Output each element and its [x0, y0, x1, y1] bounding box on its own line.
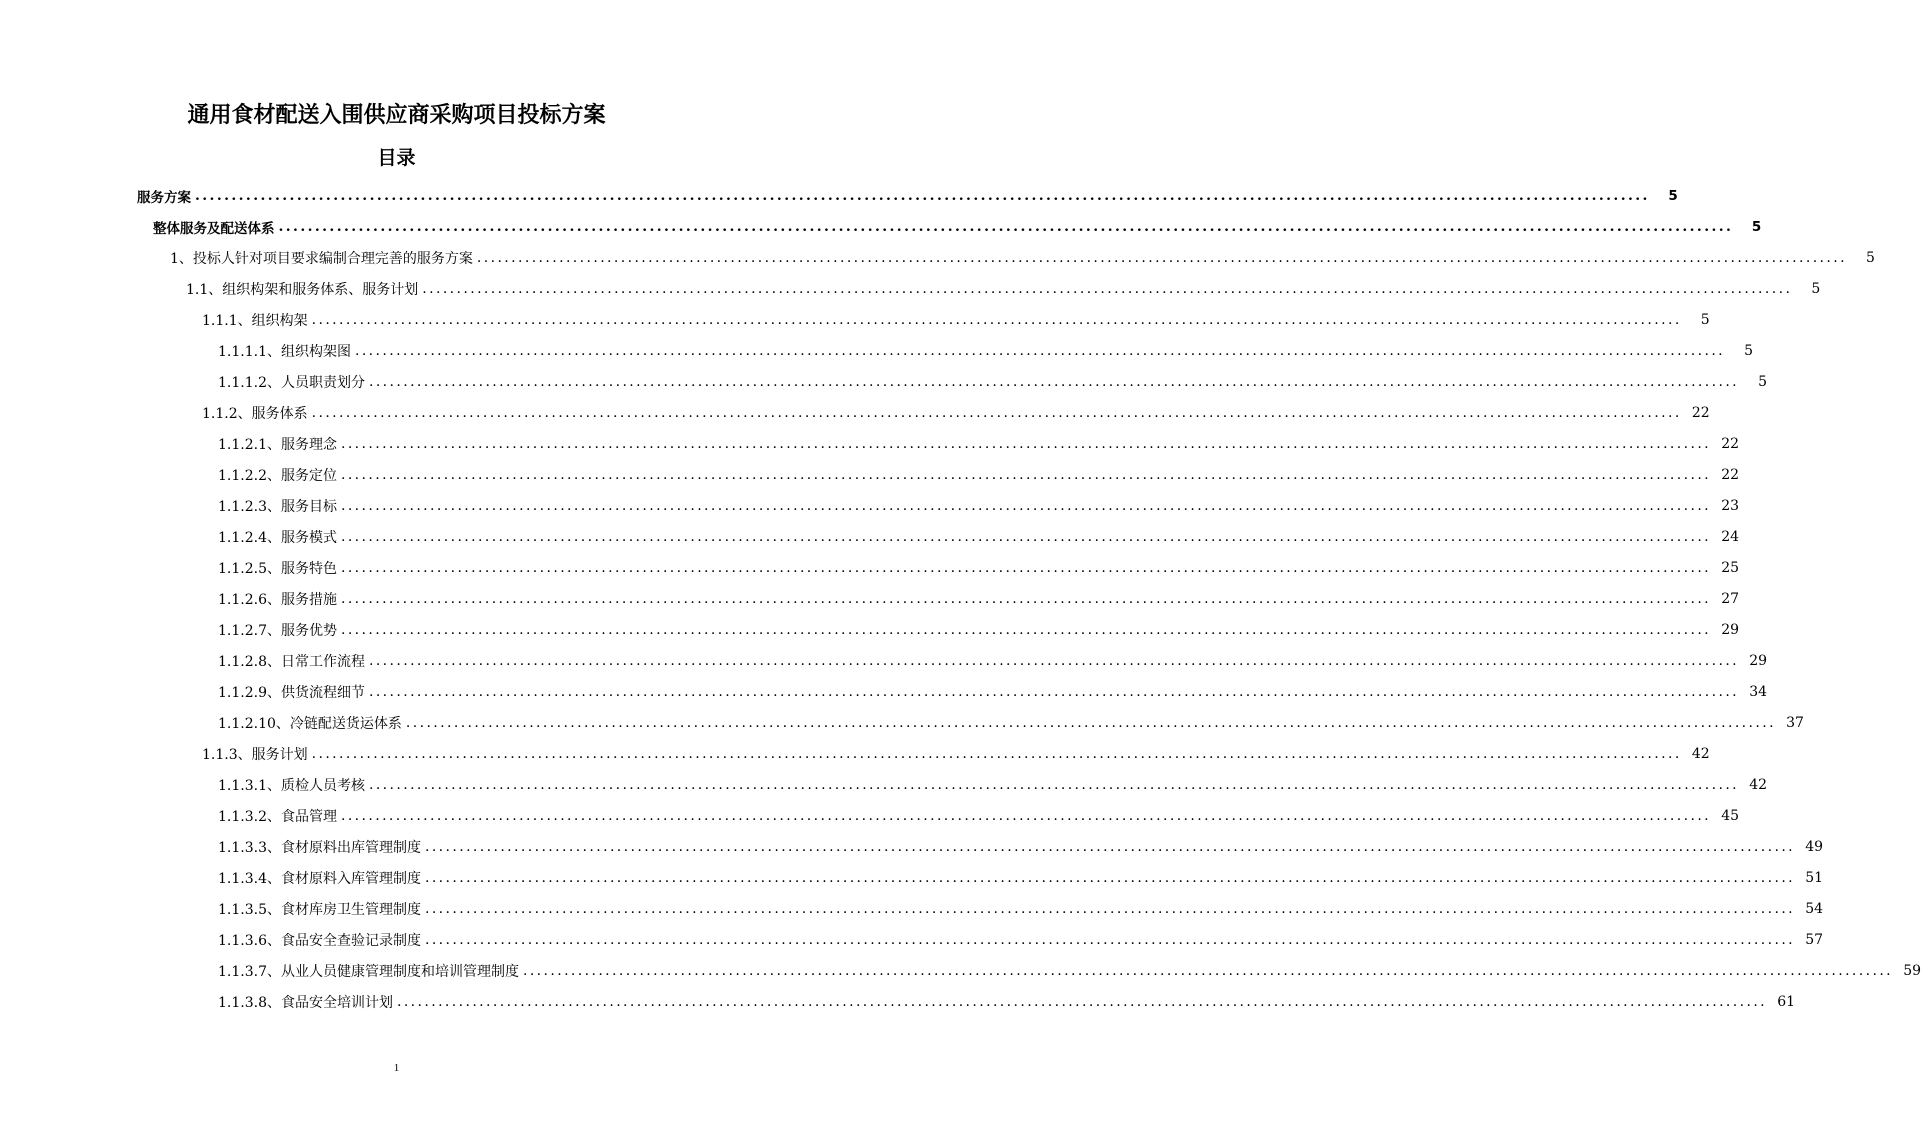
- toc-heading: 目录: [377, 147, 416, 169]
- toc-entry[interactable]: [0, 521, 1740, 552]
- toc-entry-label: 1.1、组织构架和服务体系、服务计划: [186, 281, 419, 298]
- toc-dot-leader: ........................................................................................................................................................................................................: [368, 652, 1740, 669]
- toc-entry-page: 59: [1903, 962, 1921, 979]
- toc-entry-label: 1、投标人针对项目要求编制合理完善的服务方案: [170, 250, 473, 267]
- toc-entry[interactable]: [0, 831, 1824, 862]
- toc-dot-leader: ........................................................................................................................................................................................................: [340, 621, 1712, 638]
- toc-dot-leader: ........................................................................................................................................................................................................: [368, 776, 1740, 793]
- toc-entry-page: 22: [1721, 466, 1740, 483]
- toc-entry-page: 42: [1691, 745, 1710, 762]
- toc-entry[interactable]: [0, 242, 1875, 273]
- toc-dot-leader: ........................................................................................................................................................................................................: [311, 745, 1682, 762]
- toc-entry-label: 整体服务及配送体系: [153, 220, 275, 237]
- toc-entry-label: 1.1.2.10、冷链配送货运体系: [218, 715, 402, 732]
- toc-dot-leader: ........................................................................................................................................................................................................: [354, 342, 1726, 359]
- toc-entry[interactable]: [0, 490, 1740, 521]
- document-title: 通用食材配送入围供应商采购项目投标方案: [187, 103, 606, 128]
- toc-entry-label: 1.1.2、服务体系: [202, 405, 308, 422]
- toc-dot-leader: ........................................................................................................................................................................................................: [340, 807, 1712, 824]
- toc-entry-label: 1.1.1、组织构架: [202, 312, 308, 329]
- toc-entry-page: 5: [1668, 187, 1678, 204]
- toc-entry-label: 1.1.3.2、食品管理: [218, 808, 337, 825]
- toc-dot-leader: ........................................................................................................................................................................................................: [340, 528, 1712, 545]
- toc-dot-leader: ........................................................................................................................................................................................................: [278, 218, 1734, 235]
- toc-entry-page: 45: [1721, 807, 1740, 824]
- toc-dot-leader: ........................................................................................................................................................................................................: [424, 931, 1796, 948]
- toc-entry[interactable]: [0, 645, 1768, 676]
- toc-entry[interactable]: [0, 273, 1821, 304]
- toc-entry-page: 5: [1758, 373, 1768, 390]
- toc-entry[interactable]: [0, 769, 1768, 800]
- toc-entry-page: 23: [1721, 497, 1740, 514]
- toc-entry-page: 49: [1805, 838, 1824, 855]
- toc-dot-leader: ........................................................................................................................................................................................................: [340, 559, 1712, 576]
- toc-entry-label: 1.1.3.7、从业人员健康管理制度和培训管理制度: [218, 963, 519, 980]
- toc-entry-page: 61: [1777, 993, 1796, 1010]
- toc-dot-leader: ........................................................................................................................................................................................................: [311, 404, 1682, 421]
- toc-entry[interactable]: [0, 800, 1740, 831]
- toc-entry[interactable]: [0, 924, 1824, 955]
- toc-entry-page: 5: [1744, 342, 1754, 359]
- toc-entry[interactable]: [0, 211, 1762, 242]
- toc-entry[interactable]: [0, 583, 1740, 614]
- toc-entry-label: 1.1.2.6、服务措施: [218, 591, 337, 608]
- toc-entry-label: 1.1.1.1、组织构架图: [218, 343, 351, 360]
- toc-entry-label: 1.1.3.5、食材库房卫生管理制度: [218, 901, 421, 918]
- toc-entry-page: 5: [1700, 311, 1710, 328]
- toc-entry-page: 5: [1751, 218, 1762, 235]
- toc-entry-page: 54: [1805, 900, 1824, 917]
- toc-entry-page: 42: [1749, 776, 1768, 793]
- toc-entry[interactable]: [0, 366, 1768, 397]
- toc-entry[interactable]: [0, 738, 1710, 769]
- toc-entry-label: 1.1.2.4、服务模式: [218, 529, 337, 546]
- toc-dot-leader: ........................................................................................................................................................................................................: [340, 497, 1712, 514]
- toc-entry[interactable]: [0, 676, 1768, 707]
- toc-entry[interactable]: [0, 893, 1824, 924]
- toc-entry-label: 1.1.3.3、食材原料出库管理制度: [218, 839, 421, 856]
- toc-dot-leader: ........................................................................................................................................................................................................: [522, 962, 1894, 979]
- toc-dot-leader: ........................................................................................................................................................................................................: [424, 869, 1796, 886]
- toc-entry-label: 1.1.1.2、人员职责划分: [218, 374, 365, 391]
- toc-entry-page: 57: [1805, 931, 1824, 948]
- toc-entry-page: 24: [1721, 528, 1740, 545]
- toc-entry-label: 1.1.2.9、供货流程细节: [218, 684, 365, 701]
- toc-entry-label: 1.1.3.8、食品安全培训计划: [218, 994, 393, 1011]
- toc-entry-label: 1.1.2.5、服务特色: [218, 560, 337, 577]
- toc-entry[interactable]: [0, 707, 1804, 738]
- toc-entry-page: 34: [1749, 683, 1768, 700]
- toc-entry[interactable]: [0, 304, 1710, 335]
- toc-dot-leader: ........................................................................................................................................................................................................: [476, 249, 1847, 266]
- toc-entry[interactable]: [0, 335, 1754, 366]
- toc-dot-leader: ........................................................................................................................................................................................................: [405, 714, 1776, 731]
- toc-entry[interactable]: [0, 986, 1796, 1017]
- toc-entry-page: 27: [1721, 590, 1740, 607]
- toc-entry-label: 1.1.2.3、服务目标: [218, 498, 337, 515]
- toc-dot-leader: ........................................................................................................................................................................................................: [368, 373, 1740, 390]
- toc-dot-leader: ........................................................................................................................................................................................................: [311, 311, 1682, 328]
- toc-dot-leader: ........................................................................................................................................................................................................: [340, 466, 1712, 483]
- toc-entry[interactable]: [0, 397, 1710, 428]
- toc-entry-page: 37: [1786, 714, 1804, 731]
- toc-entry[interactable]: [0, 459, 1740, 490]
- toc-entry-page: 51: [1805, 869, 1824, 886]
- toc-entry-label: 服务方案: [137, 189, 191, 206]
- toc-dot-leader: ........................................................................................................................................................................................................: [396, 993, 1768, 1010]
- toc-entry-page: 22: [1721, 435, 1740, 452]
- toc-dot-leader: ........................................................................................................................................................................................................: [422, 280, 1793, 297]
- toc-entry[interactable]: [0, 862, 1824, 893]
- toc-entry-label: 1.1.2.8、日常工作流程: [218, 653, 365, 670]
- toc-entry-label: 1.1.3、服务计划: [202, 746, 308, 763]
- toc-entry[interactable]: [0, 955, 1921, 986]
- toc-entry-label: 1.1.2.7、服务优势: [218, 622, 337, 639]
- toc-entry-page: 5: [1866, 249, 1875, 266]
- toc-entry[interactable]: [0, 552, 1740, 583]
- toc-entry-label: 1.1.2.1、服务理念: [218, 436, 337, 453]
- toc-entry-page: 25: [1721, 559, 1740, 576]
- toc-entry-page: 29: [1749, 652, 1768, 669]
- toc-dot-leader: ........................................................................................................................................................................................................: [340, 590, 1712, 607]
- toc-entry-page: 22: [1691, 404, 1710, 421]
- toc-entry-page: 29: [1721, 621, 1740, 638]
- toc-entry-label: 1.1.3.1、质检人员考核: [218, 777, 365, 794]
- toc-dot-leader: ........................................................................................................................................................................................................: [424, 838, 1796, 855]
- toc-entry[interactable]: [0, 180, 1678, 211]
- toc-entry-label: 1.1.2.2、服务定位: [218, 467, 337, 484]
- toc-entry-label: 1.1.3.4、食材原料入库管理制度: [218, 870, 421, 887]
- toc-dot-leader: ........................................................................................................................................................................................................: [368, 683, 1740, 700]
- toc-entry[interactable]: [0, 614, 1740, 645]
- toc-dot-leader: ........................................................................................................................................................................................................: [340, 435, 1712, 452]
- toc-entry-page: 5: [1811, 280, 1821, 297]
- toc-entry[interactable]: [0, 428, 1740, 459]
- toc-entry-label: 1.1.3.6、食品安全查验记录制度: [218, 932, 421, 949]
- page-number: 1: [393, 1062, 400, 1074]
- toc-dot-leader: ........................................................................................................................................................................................................: [195, 187, 1650, 204]
- toc-dot-leader: ........................................................................................................................................................................................................: [424, 900, 1796, 917]
